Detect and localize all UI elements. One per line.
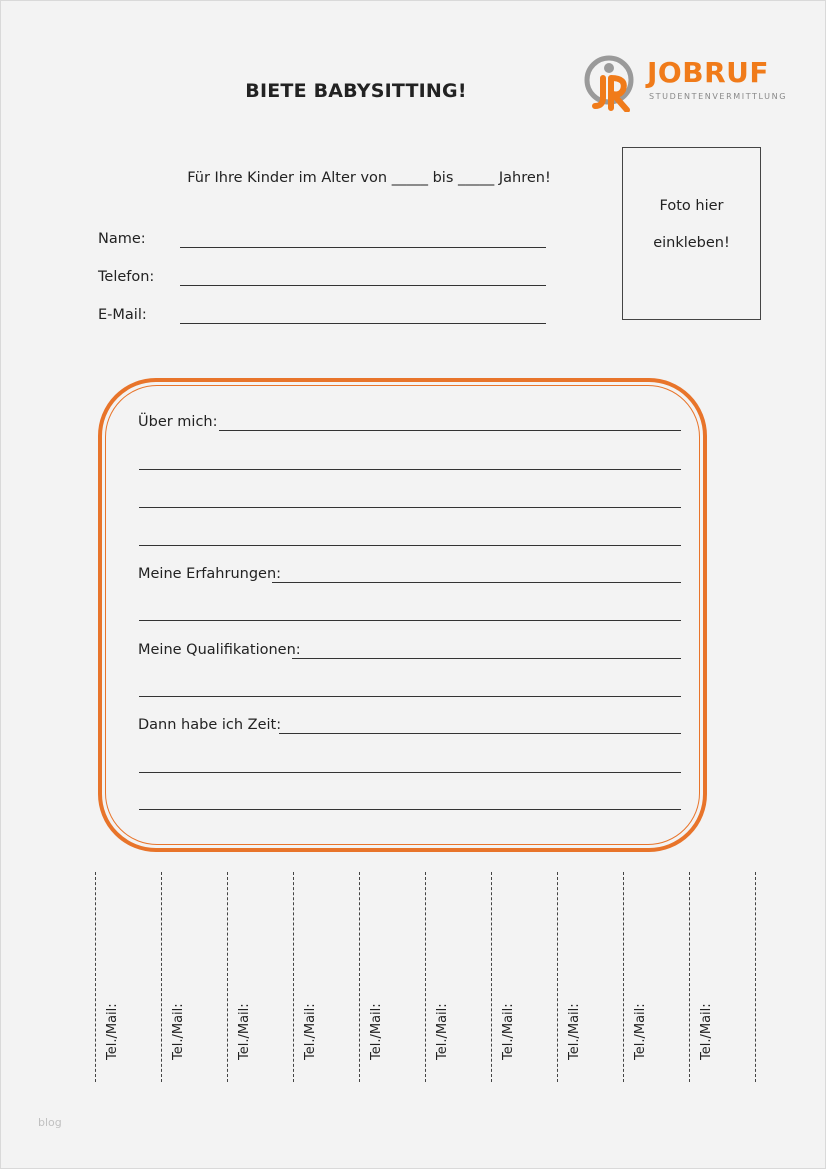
tear-off-tab-label[interactable]: Tel./Mail: <box>105 1003 120 1060</box>
logo-wordmark: JOBRUF <box>647 56 769 89</box>
qualifications-field[interactable] <box>292 658 681 659</box>
tear-off-tab-label[interactable]: Tel./Mail: <box>633 1003 648 1060</box>
availability-label: Dann habe ich Zeit: <box>138 717 282 733</box>
logo-subtitle: STUDENTENVERMITTLUNG <box>649 92 788 101</box>
cut-line <box>95 872 96 1082</box>
qualifications-line[interactable] <box>139 696 681 697</box>
phone-field[interactable] <box>180 285 546 286</box>
cut-line <box>755 872 756 1082</box>
age-range-line: Für Ihre Kinder im Alter von _____ bis _____ Jahren! <box>187 170 551 186</box>
cut-line <box>359 872 360 1082</box>
cut-line <box>293 872 294 1082</box>
cut-line <box>623 872 624 1082</box>
cut-line <box>557 872 558 1082</box>
about-label: Über mich: <box>138 414 218 430</box>
tear-off-tab-label[interactable]: Tel./Mail: <box>501 1003 516 1060</box>
phone-label: Telefon: <box>98 269 155 285</box>
cut-line <box>689 872 690 1082</box>
email-field[interactable] <box>180 323 546 324</box>
cut-line <box>227 872 228 1082</box>
tear-off-tab-label[interactable]: Tel./Mail: <box>699 1003 714 1060</box>
about-line[interactable] <box>139 545 681 546</box>
name-field[interactable] <box>180 247 546 248</box>
photo-hint-line2: einkleben! <box>653 235 730 251</box>
tear-off-tab-label[interactable]: Tel./Mail: <box>171 1003 186 1060</box>
cut-line <box>425 872 426 1082</box>
availability-line[interactable] <box>139 772 681 773</box>
cut-line <box>161 872 162 1082</box>
qualifications-label: Meine Qualifikationen: <box>138 642 301 658</box>
cut-line <box>491 872 492 1082</box>
photo-hint-line1: Foto hier <box>659 198 724 214</box>
experience-field[interactable] <box>272 582 681 583</box>
name-label: Name: <box>98 231 146 247</box>
footer-watermark: blog <box>38 1116 62 1129</box>
tear-off-tab-label[interactable]: Tel./Mail: <box>303 1003 318 1060</box>
page-title: BIETE BABYSITTING! <box>245 80 467 102</box>
experience-line[interactable] <box>139 620 681 621</box>
about-field[interactable] <box>219 430 681 431</box>
availability-line[interactable] <box>139 809 681 810</box>
experience-label: Meine Erfahrungen: <box>138 566 282 582</box>
profile-box <box>98 378 707 852</box>
about-line[interactable] <box>139 507 681 508</box>
photo-placeholder[interactable] <box>622 147 761 320</box>
about-line[interactable] <box>139 469 681 470</box>
availability-field[interactable] <box>279 733 681 734</box>
tear-off-tab-label[interactable]: Tel./Mail: <box>369 1003 384 1060</box>
email-label: E-Mail: <box>98 307 147 323</box>
tear-off-tab-label[interactable]: Tel./Mail: <box>237 1003 252 1060</box>
profile-box-inner-border <box>105 385 700 845</box>
tear-off-tab-label[interactable]: Tel./Mail: <box>435 1003 450 1060</box>
tear-off-tab-label[interactable]: Tel./Mail: <box>567 1003 582 1060</box>
